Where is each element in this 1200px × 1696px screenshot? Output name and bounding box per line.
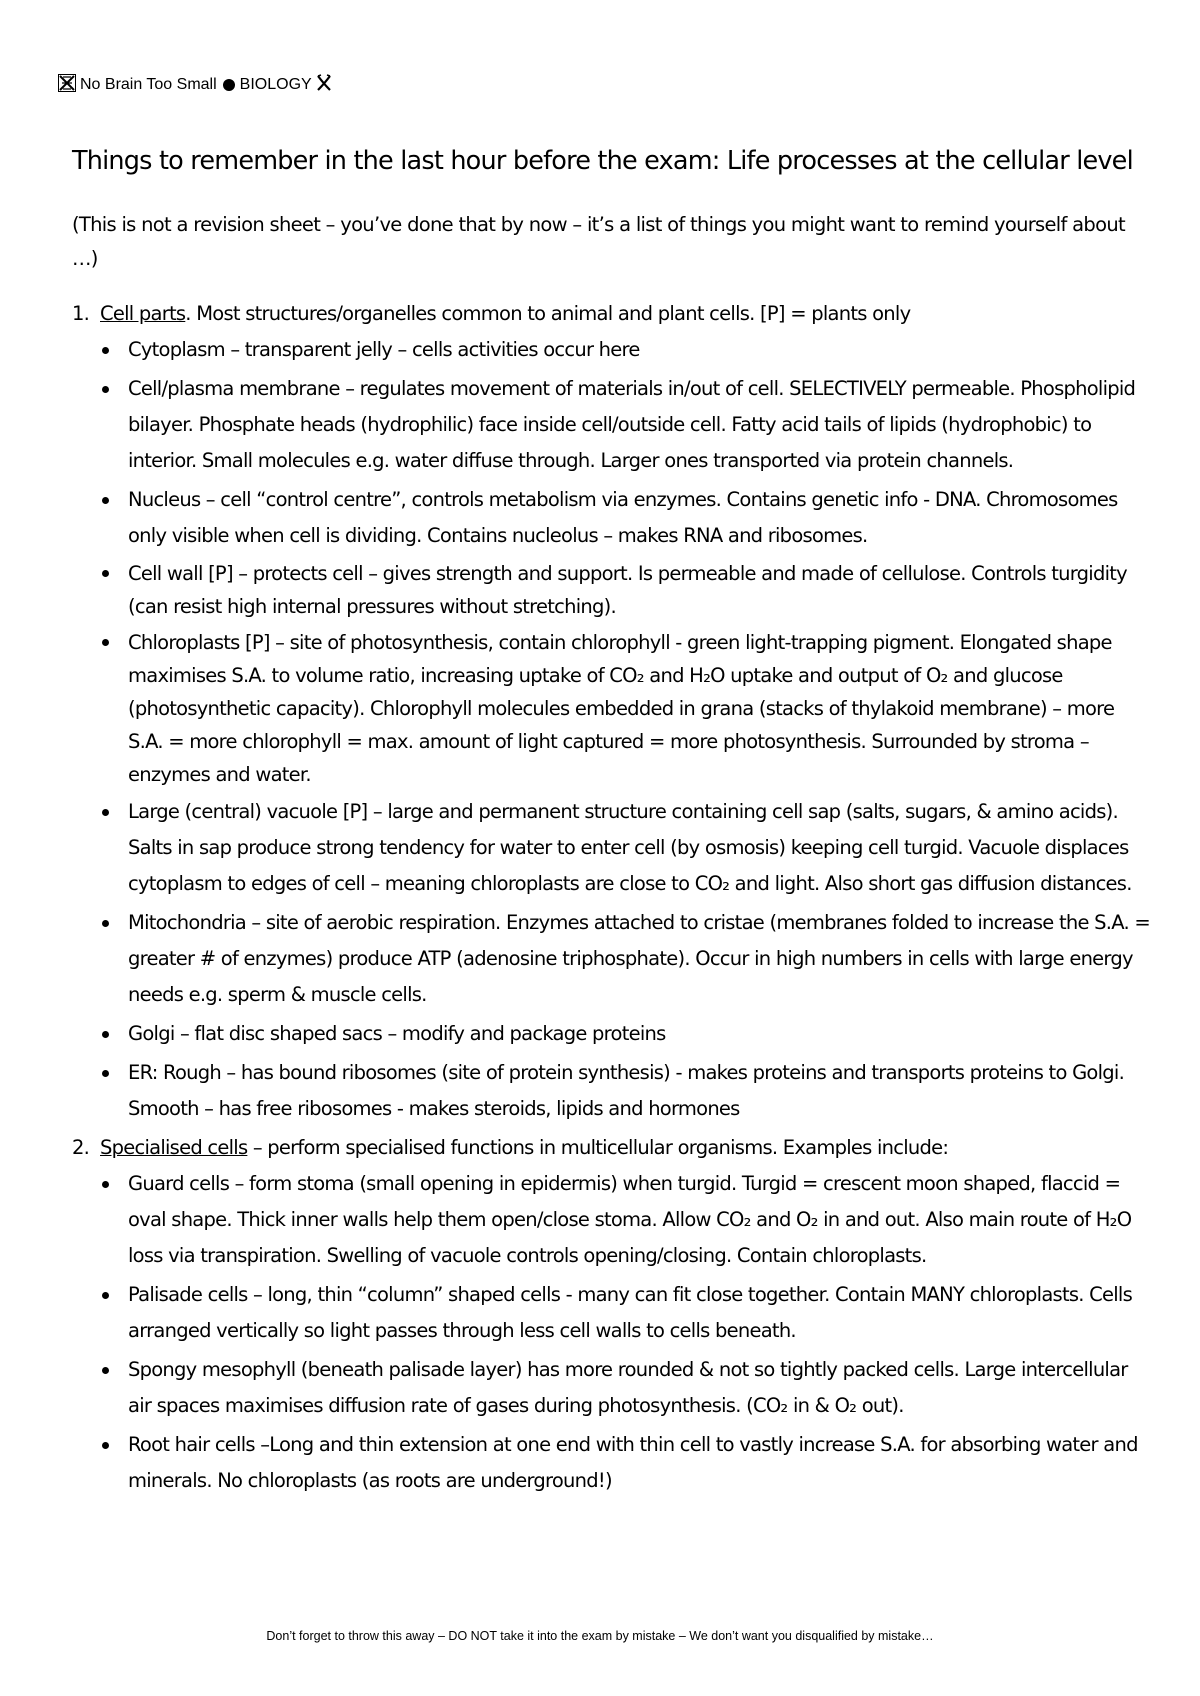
bullet-separator-icon [223, 79, 235, 91]
topic-list [72, 296, 1152, 1502]
section-heading-text [100, 296, 910, 332]
bullet-item: Nucleus – cell “control centre”, controls metabolism via enzymes. Contains genetic info - DNA. Chromosomes only visible when cell is dividing. Contains nucleolus – makes RNA and ribosomes. [128, 482, 1152, 554]
section-number: 2. [72, 1136, 90, 1159]
bullet-item: ER: Rough – has bound ribosomes (site of protein synthesis) - makes proteins and transports proteins to Golgi. Smooth – has free ribosomes - makes steroids, lipids and hormones [128, 1055, 1152, 1127]
bullet-item: Large (central) vacuole [P] – large and permanent structure containing cell sap (salts, sugars, & amino acids). Salts in sap produce strong tendency for water to enter cell (by osmosis) keeping cell turgid. Vacuole displaces cytoplasm to edges of cell – meaning chloroplasts are close to CO₂ and light. Also short gas diffusion distances. [128, 794, 1152, 902]
page-title: Things to remember in the last hour before the exam: Life processes at the cellular level [72, 146, 1133, 176]
dna-strand-icon [58, 74, 76, 95]
page-header [58, 74, 333, 95]
section-cell-parts [72, 296, 1152, 1127]
bullet-item: Guard cells – form stoma (small opening in epidermis) when turgid. Turgid = crescent moon shaped, flaccid = oval shape. Thick inner walls help them open/close stoma. Allow CO₂ and O₂ in and out. Also main route of H₂O loss via transpiration. Swelling of vacuole controls opening/closing. Contain chloroplasts. [128, 1166, 1152, 1274]
section-label: Specialised cells [100, 1136, 248, 1159]
section-heading-text [100, 1130, 948, 1166]
bullet-list [72, 1166, 1152, 1499]
section-text: – perform specialised functions in multicellular organisms. Examples include: [247, 1136, 949, 1159]
brand-name: No Brain Too Small [80, 75, 217, 93]
bullet-list [72, 332, 1152, 1127]
bullet-item: Palisade cells – long, thin “column” shaped cells - many can fit close together. Contain MANY chloroplasts. Cells arranged vertically so light passes through less cell walls to cells beneath. [128, 1277, 1152, 1349]
bullet-item: Cell/plasma membrane – regulates movement of materials in/out of cell. SELECTIVELY permeable. Phospholipid bilayer. Phosphate heads (hydrophilic) face inside cell/outside cell. Fatty acid tails of lipids (hydrophobic) to interior. Small molecules e.g. water diffuse through. Larger ones transported via protein channels. [128, 371, 1152, 479]
bullet-item: Mitochondria – site of aerobic respiration. Enzymes attached to cristae (membranes folded to increase the S.A. = greater # of enzymes) produce ATP (adenosine triphosphate). Occur in high numbers in cells with large energy needs e.g. sperm & muscle cells. [128, 905, 1152, 1013]
bullet-item: Chloroplasts [P] – site of photosynthesis, contain chlorophyll - green light-trapping pigment. Elongated shape maximises S.A. to volume ratio, increasing uptake of CO₂ and H₂O uptake and output of O₂ and glucose (photosynthetic capacity). Chlorophyll molecules embedded in grana (stacks of thylakoid membrane) – more S.A. = more chlorophyll = max. amount of light captured = more photosynthesis. Surrounded by stroma – enzymes and water. [128, 626, 1152, 791]
footer-note: Don’t forget to throw this away – DO NOT take it into the exam by mistake – We don’t want you disqualified by mistake… [266, 1629, 934, 1643]
subject-name: BIOLOGY [239, 75, 312, 93]
bullet-item: Golgi – flat disc shaped sacs – modify and package proteins [128, 1016, 1152, 1052]
section-text: . Most structures/organelles common to animal and plant cells. [P] = plants only [185, 302, 911, 325]
intro-note: (This is not a revision sheet – you’ve done that by now – it’s a list of things you might want to remind yourself about …) [72, 213, 1125, 270]
section-heading [72, 1130, 1152, 1166]
bullet-item: Root hair cells –Long and thin extension at one end with thin cell to vastly increase S.A. for absorbing water and minerals. No chloroplasts (as roots are underground!) [128, 1427, 1152, 1499]
section-specialised-cells [72, 1130, 1152, 1499]
ribbon-icon [315, 74, 333, 95]
bullet-item: Cytoplasm – transparent jelly – cells activities occur here [128, 332, 1152, 368]
section-number: 1. [72, 302, 90, 325]
section-heading [72, 296, 1152, 332]
bullet-item: Cell wall [P] – protects cell – gives strength and support. Is permeable and made of cellulose. Controls turgidity (can resist high internal pressures without stretching). [128, 557, 1152, 623]
section-label: Cell parts [100, 302, 186, 325]
bullet-item: Spongy mesophyll (beneath palisade layer) has more rounded & not so tightly packed cells. Large intercellular air spaces maximises diffusion rate of gases during photosynthesis. (CO₂ in & O₂ out). [128, 1352, 1152, 1424]
